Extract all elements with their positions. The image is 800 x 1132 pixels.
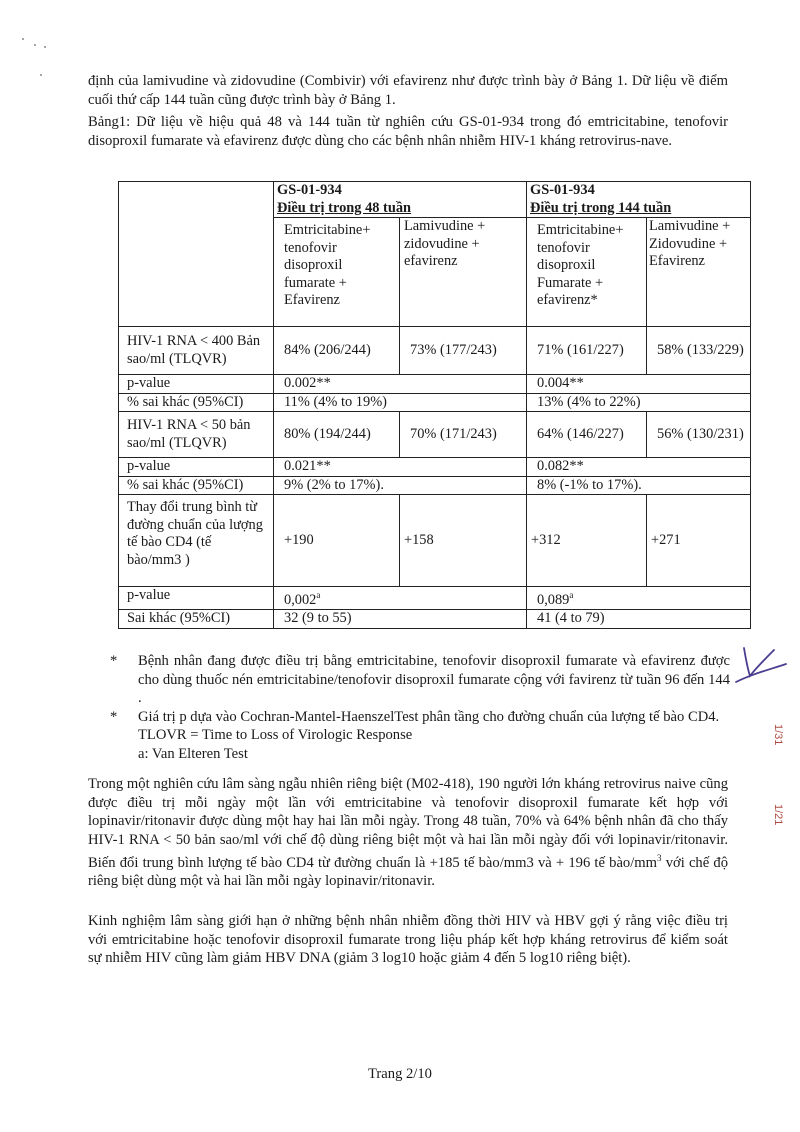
- row-label: HIV-1 RNA < 400 Bản sao/ml (TLQVR): [119, 327, 274, 375]
- cell-value: 71% (161/227): [527, 327, 647, 375]
- cell-value: 58% (133/229): [647, 327, 751, 375]
- cell-value: 73% (177/243): [400, 327, 527, 375]
- cell-value: 64% (146/227): [527, 412, 647, 458]
- cell-value: 70% (171/243): [400, 412, 527, 458]
- cell-value: 13% (4% to 22%): [527, 393, 751, 412]
- superscript: a: [316, 590, 321, 600]
- cell-value-text: 0,002: [284, 591, 317, 608]
- cell-value-text: 0,089: [537, 591, 570, 608]
- table-corner-cell: [119, 182, 274, 327]
- scan-speck: [40, 74, 42, 76]
- body-text: Trong một nghiên cứu lâm sàng ngẫu nhiên riêng biệt (M02-418), 190 người lớn kháng retrovirus naive cũng được điều trị mỗi ngày một lần với emtricitabine và tenofovir disoproxil fumarate kết hợp với lopinavir/ritonavir được dùng một hay hai lần mỗi ngày. Trong 48 tuần, 70% và 64% bệnh nhân đã cho thấy HIV-1 RNA < 50 bản sao/ml với chế độ dùng riêng biệt một và hai lần mỗi ngày đối với lopinavir/ritonavir. Biến đổi trung bình lượng tế bào CD4 từ đường chuẩn là +185 tế bào/mm3 và + 196 tế bào/mm: [88, 776, 728, 871]
- body-paragraph-2: Kinh nghiệm lâm sàng giới hạn ở những bệnh nhân nhiễm đồng thời HIV và HBV gợi ý rằng việc điều trị với emtricitabine hoặc tenofovir disoproxil fumarate trong liệu pháp kết hợp kháng retrovirus để kiểm soát sự nhiễm HIV cũng làm giảm HBV DNA (giảm 3 log10 hoặc giảm 4 đến 5 log10 riêng biệt).: [88, 913, 728, 966]
- col-header-4: Lamivudine + Zidovudine + Efavirenz: [647, 218, 751, 327]
- cell-value: +312: [527, 495, 647, 587]
- cell-value: 56% (130/231): [647, 412, 751, 458]
- row-label: Thay đổi trung bình từ đường chuẩn của lượng tế bào CD4 (tế bào/mm3 ): [119, 495, 274, 587]
- table-row: [119, 412, 751, 458]
- page-number: Trang 2/10: [368, 1066, 432, 1082]
- cell-value: 0.002**: [274, 375, 527, 394]
- note-text: Giá trị p dựa vào Cochran-Mantel-HaenszelTest phân tầng cho đường chuẩn của lượng tế bào CD4.: [138, 708, 720, 725]
- group-48-study: GS-01-934: [277, 182, 342, 198]
- cell-value: 0.082**: [527, 458, 751, 477]
- table-row: [119, 393, 751, 412]
- footnote-a: a: Van Elteren Test: [138, 745, 248, 762]
- row-label: HIV-1 RNA < 50 bản sao/ml (TLQVR): [119, 412, 274, 458]
- scan-speck: [34, 44, 36, 46]
- cell-value: +158: [400, 495, 527, 587]
- row-label: Sai khác (95%CI): [119, 610, 274, 629]
- table-row: [119, 495, 751, 587]
- group-48-duration: Điều trị trong 48 tuần: [277, 199, 412, 216]
- scan-speck: [44, 46, 46, 48]
- table-caption: Bảng1: Dữ liệu về hiệu quả 48 và 144 tuần từ nghiên cứu GS-01-934 trong đó emtricitabine, tenofovir disoproxil fumarate và efavirenz được dùng cho các bệnh nhân nhiễm HIV-1 kháng retrovirus-nave.: [88, 114, 728, 149]
- cell-value: [527, 587, 751, 610]
- cell-value: 0.004**: [527, 375, 751, 394]
- row-label: % sai khác (95%CI): [119, 476, 274, 495]
- group-144-header: [527, 182, 751, 218]
- cell-value: 8% (-1% to 17%).: [527, 476, 751, 495]
- superscript: 3: [657, 853, 662, 863]
- cell-value: 41 (4 to 79): [527, 610, 751, 629]
- note-star: *: [110, 653, 118, 669]
- note-1: [110, 652, 730, 708]
- group-48-header: [274, 182, 527, 218]
- handwritten-initial-mark: [732, 640, 790, 686]
- cell-value: +271: [647, 495, 751, 587]
- note-text: Bệnh nhân đang được điều trị bằng emtricitabine, tenofovir disoproxil fumarate và efavirenz được cho dùng thuốc nén emtricitabine/tenofovir disoproxil fumarate cộng với favirenz từ tuần 96 đến 144 .: [138, 653, 730, 706]
- superscript: a: [569, 590, 574, 600]
- row-label: p-value: [119, 458, 274, 477]
- cell-value: 84% (206/244): [274, 327, 400, 375]
- table-row: [119, 375, 751, 394]
- group-144-study: GS-01-934: [530, 182, 595, 198]
- cell-value: [274, 587, 527, 610]
- col-header-1: Emtricitabine+ tenofovir disoproxil fumarate + Efavirenz: [274, 218, 400, 327]
- scan-speck: [22, 38, 24, 40]
- table-row: [119, 476, 751, 495]
- cell-value: 32 (9 to 55): [274, 610, 527, 629]
- cell-value: +190: [274, 495, 400, 587]
- table-row: [119, 610, 751, 629]
- row-label: p-value: [119, 375, 274, 394]
- intro-paragraph: định của lamivudine và zidovudine (Combivir) với efavirenz như được trình bày ở Bảng 1. Dữ liệu về điểm cuối thứ cấp 144 tuần cũng được trình bày ở Bảng 1.: [88, 73, 728, 108]
- row-label: % sai khác (95%CI): [119, 393, 274, 412]
- table-header-row: [119, 182, 751, 218]
- group-144-duration: Điều trị trong 144 tuần: [530, 199, 672, 216]
- cell-value: 0.021**: [274, 458, 527, 477]
- col-header-2: Lamivudine + zidovudine + efavirenz: [400, 218, 527, 327]
- tlovr-definition: TLOVR = Time to Loss of Virologic Response: [138, 727, 413, 743]
- table-row: [119, 458, 751, 477]
- note-star: *: [110, 708, 118, 725]
- margin-mark-1: 1/31: [772, 724, 784, 746]
- table-row: [119, 587, 751, 610]
- efficacy-table: [118, 181, 751, 629]
- row-label: p-value: [119, 587, 274, 610]
- note-2: [110, 708, 730, 727]
- body-text: với chế độ riêng biệt dùng một và hai lần mỗi ngày lopinavir/ritonavir.: [88, 854, 728, 890]
- cell-value: 11% (4% to 19%): [274, 393, 527, 412]
- col-header-3: Emtricitabine+ tenofovir disoproxil Fumarate + efavirenz*: [527, 218, 647, 327]
- table-row: [119, 327, 751, 375]
- cell-value: 9% (2% to 17%).: [274, 476, 527, 495]
- margin-mark-2: 1/21: [772, 804, 784, 826]
- cell-value: 80% (194/244): [274, 412, 400, 458]
- body-paragraph-1: [88, 775, 728, 891]
- table-notes: [110, 652, 730, 763]
